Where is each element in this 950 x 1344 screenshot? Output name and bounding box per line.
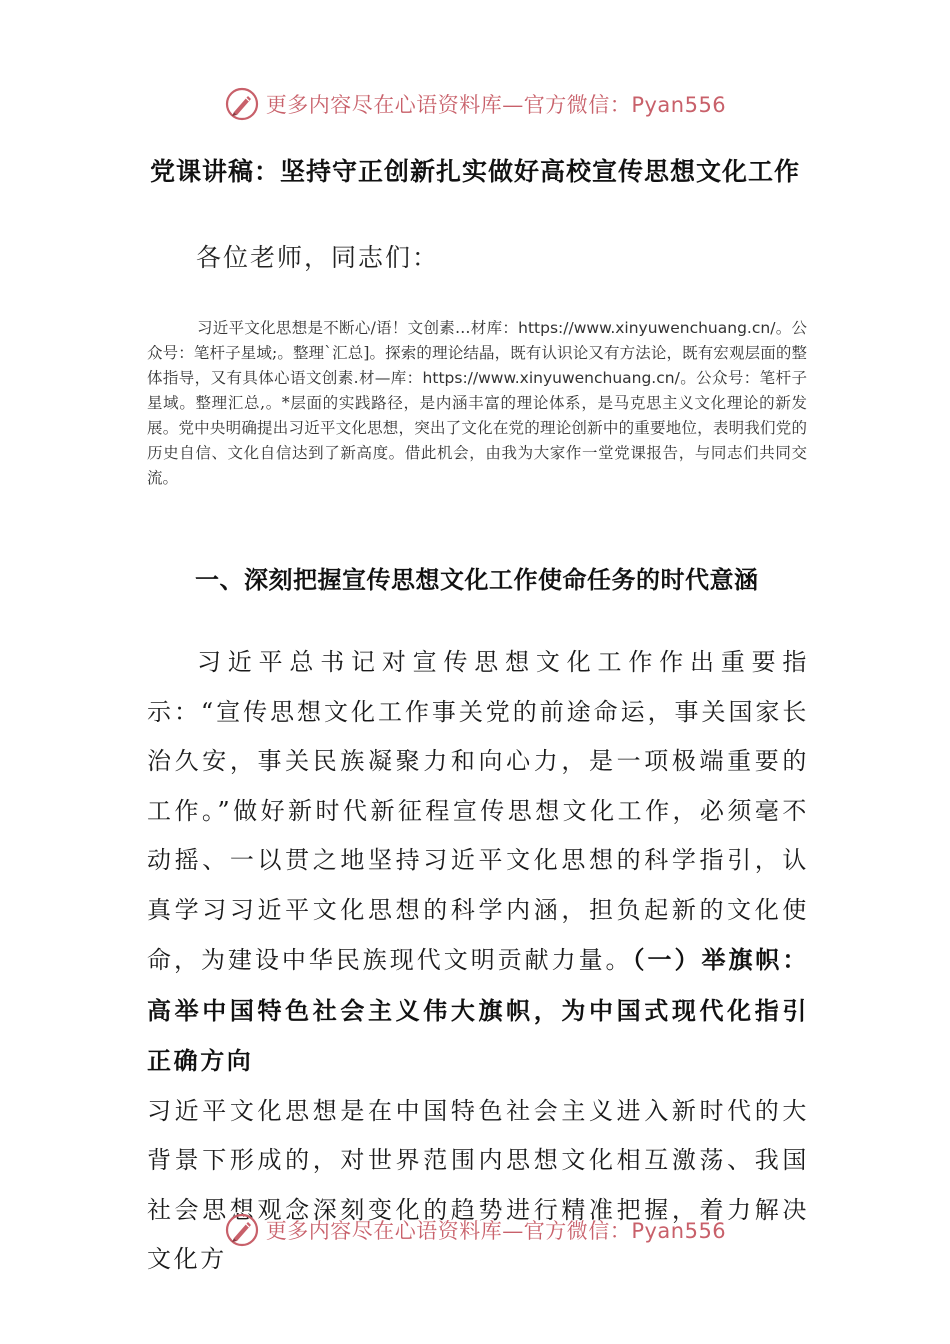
pen-logo-icon — [224, 1212, 260, 1248]
intro-url-1: https://www.xinyuwenchuang.cn/ — [518, 319, 776, 337]
banner-text: 更多内容尽在心语资料库—官方微信：Pyan556 — [265, 93, 727, 117]
greeting: 各位老师，同志们： — [196, 243, 440, 272]
banner-text: 更多内容尽在心语资料库—官方微信：Pyan556 — [265, 1219, 727, 1243]
intro-paragraph: 习近平文化思想是不断心/语！文创素…材库：https://www.xinyuwenchuang.cn/。公众号：笔杆子星域;。整理`汇总]。探索的理论结晶，既有认识论又有方法论，既有宏观层面的整体指导，又有具体心语文创素.材—库：https://www.xinyuwenchuang.cn/。公众号：笔杆子星域。整理汇总,。*层面的实践路径，是内涵丰富的理论体系，是马克思主义文化理论的新发展。党中央明确提出习近平文化思想，突出了文化在党的理论创新中的重要地位，表明我们党的历史自信、文化自信达到了新高度。借此机会，由我为大家作一堂党课报告，与同志们共同交流。 — [147, 319, 807, 487]
intro-url-2: https://www.xinyuwenchuang.cn/ — [422, 369, 680, 387]
pen-logo-icon — [224, 86, 260, 122]
body-paragraph-1: 习近平总书记对宣传思想文化工作作出重要指示：“宣传思想文化工作事关党的前途命运，事关国家长治久安，事关民族凝聚力和向心力，是一项极端重要的工作。”做好新时代新征程宣传思想文化工作，必须毫不动摇、一以贯之地坚持习近平文化思想的科学指引，认真学习习近平文化思想的科学内涵，担负起新的文化使命，为建设中华民族现代文明贡献力量。（一）举旗帜：高举中国特色社会主义伟大旗帜，为中国式现代化指引正确方向 — [147, 648, 809, 1075]
section-heading: 一、深刻把握宣传思想文化工作使命任务的时代意涵 — [195, 565, 759, 594]
subsection-heading: （一）举旗帜：高举中国特色社会主义伟大旗帜，为中国式现代化指引正确方向 — [147, 945, 809, 1075]
body-text — [147, 638, 809, 1285]
header-banner — [0, 86, 950, 122]
wechat-id: Pyan556 — [631, 1219, 727, 1243]
footer-banner — [0, 1212, 950, 1248]
page-title: 党课讲稿：坚持守正创新扎实做好高校宣传思想文化工作 — [149, 157, 800, 186]
body-paragraph-2: 习近平文化思想是在中国特色社会主义进入新时代的大背景下形成的，对世界范围内思想文化相互激荡、我国社会思想观念深刻变化的趋势进行精准把握，着力解决文化方 — [147, 1096, 809, 1273]
wechat-id: Pyan556 — [631, 93, 727, 117]
